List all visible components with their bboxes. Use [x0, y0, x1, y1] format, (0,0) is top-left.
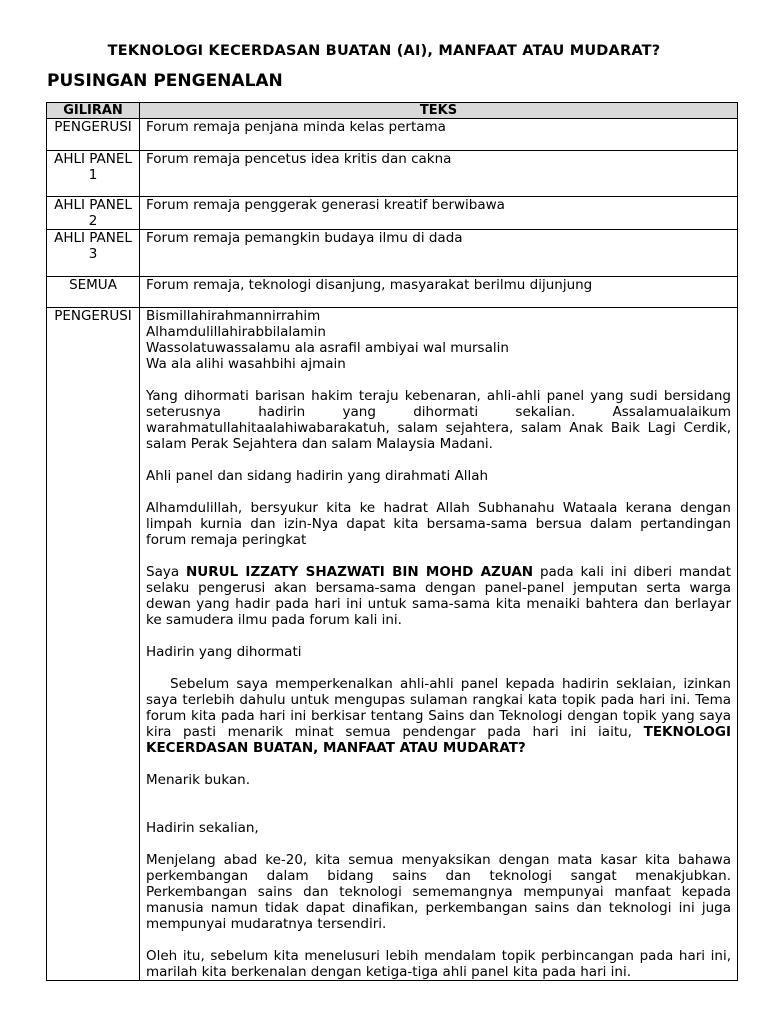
speech-paragraph: Menjelang abad ke-20, kita semua menyaksikan dengan mata kasar kita bahawa perkembangan dalam bidang sains dan teknologi sangat menakjubkan. Perkembangan sains dan teknologi sememangnya mempunyai manfaat kepada manusia namun tidak dapat dinafikan, perkembangan sains dan teknologi ini juga mempunyai mudaratnya tersendiri. — [146, 852, 731, 932]
text-cell: Forum remaja penjana minda kelas pertama — [140, 119, 738, 151]
table-row — [47, 230, 738, 277]
table-row — [47, 197, 738, 230]
speech-paragraph: Ahli panel dan sidang hadirin yang dirahmati Allah — [146, 468, 489, 484]
speech-paragraph: Menarik bukan. — [146, 772, 251, 788]
text-cell: Forum remaja pemangkin budaya ilmu di dada — [140, 230, 738, 277]
speech-paragraph: Yang dihormati barisan hakim teraju kebenaran, ahli-ahli panel yang sudi bersidang seterusnya hadirin yang dihormati sekalian. Assalamualaikum warahmatullahitaalahiwabarakatuh, salam sejahtera, salam Anak Baik Lagi Cerdik, salam Perak Sejahtera dan salam Malaysia Madani. — [146, 388, 731, 452]
text-run: pada kali ini diberi mandat selaku pengerusi akan bersama-sama dengan panel-panel jemputan serta warga dewan yang hadir pada hari ini untuk sama-sama kita menaiki bahtera dan berlayar ke samudera ilmu pada forum kali ini. — [146, 564, 731, 628]
header-teks: TEKS — [140, 103, 738, 119]
text-run: Sebelum saya memperkenalkan ahli-ahli panel kepada hadirin seklaian, izinkan saya terlebih dahulu untuk mengupas sulaman rangkai kata topik pada hari ini. Tema forum kita pada hari ini berkisar tentang Sains dan Teknologi dengan topik yang saya kira pasti menarik minat semua pendengar pada hari ini iaitu, — [146, 676, 731, 740]
speech-paragraph: Alhamdulillah, bersyukur kita ke hadrat Allah Subhanahu Wataala kerana dengan limpah kurnia dan izin-Nya dapat kita bersama-sama bersua dalam pertandingan forum remaja peringkat — [146, 500, 731, 548]
speaker-cell: PENGERUSI — [47, 308, 140, 981]
speaker-cell: AHLI PANEL 2 — [47, 197, 140, 230]
salam-line: Wa ala alihi wasahbihi ajmain — [146, 356, 346, 372]
section-title: PUSINGAN PENGENALAN — [47, 71, 283, 91]
speech-cell — [140, 308, 738, 981]
speech-paragraph: Hadirin sekalian, — [146, 820, 259, 836]
text-run: Saya — [146, 564, 186, 580]
speaker-cell: SEMUA — [47, 277, 140, 308]
salam-line: Wassolatuwassalamu ala asrafil ambiyai wal mursalin — [146, 340, 509, 356]
salam-lines — [146, 308, 731, 372]
salam-line: Alhamdulillahirabbilalamin — [146, 324, 326, 340]
speech-paragraph — [146, 676, 731, 756]
speaker-cell: AHLI PANEL 3 — [47, 230, 140, 277]
salam-line: Bismillahirahmannirrahim — [146, 308, 321, 324]
header-giliran: GILIRAN — [47, 103, 140, 119]
table-row — [47, 277, 738, 308]
chair-name: NURUL IZZATY SHAZWATI BIN MOHD AZUAN — [185, 564, 534, 580]
text-cell: Forum remaja penggerak generasi kreatif berwibawa — [140, 197, 738, 230]
speaker-cell: PENGERUSI — [47, 119, 140, 151]
speech-paragraph: Oleh itu, sebelum kita menelusuri lebih mendalam topik perbincangan pada hari ini, marilah kita berkenalan dengan ketiga-tiga ahli panel kita pada hari ini. — [146, 948, 731, 980]
table-row — [47, 119, 738, 151]
text-cell: Forum remaja, teknologi disanjung, masyarakat berilmu dijunjung — [140, 277, 738, 308]
table-header-row — [47, 103, 738, 119]
table-row — [47, 151, 738, 197]
speech-paragraph: Hadirin yang dihormati — [146, 644, 302, 660]
table-row — [47, 308, 738, 981]
forum-script-table — [46, 102, 738, 981]
document-title: TEKNOLOGI KECERDASAN BUATAN (AI), MANFAAT ATAU MUDARAT? — [107, 43, 661, 59]
speaker-cell: AHLI PANEL 1 — [47, 151, 140, 197]
topic-bold: TEKNOLOGI KECERDASAN BUATAN, MANFAAT ATAU MUDARAT? — [146, 724, 731, 756]
text-cell: Forum remaja pencetus idea kritis dan cakna — [140, 151, 738, 197]
speech-paragraph — [146, 564, 731, 628]
